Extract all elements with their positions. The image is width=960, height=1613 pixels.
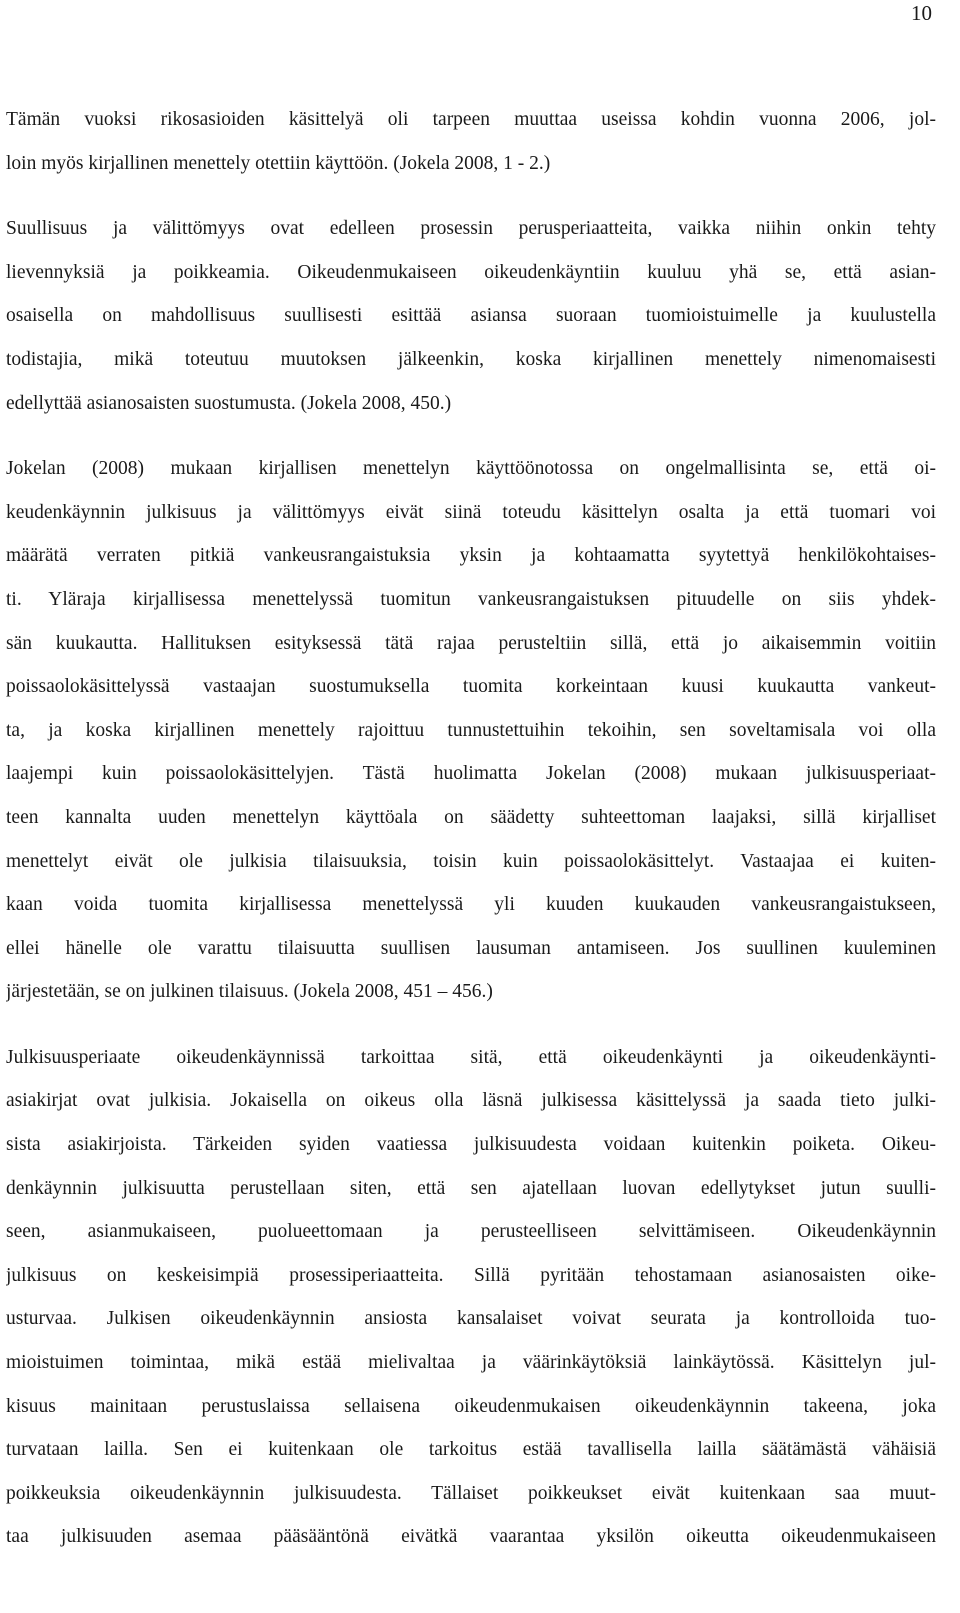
- text-line: kisuus mainitaan perustuslaissa sellaisena oikeudenmukaisen oikeudenkäynnin takeena, joka: [6, 1395, 936, 1417]
- text-line: loin myös kirjallinen menettely otettiin käyttöön. (Jokela 2008, 1 - 2.): [6, 152, 551, 174]
- text-line: osaisella on mahdollisuus suullisesti esittää asiansa suoraan tuomioistuimelle ja kuulustella: [6, 305, 936, 327]
- text-line: määrätä verraten pitkiä vankeusrangaistuksia yksin ja kohtaamatta syytettyä henkilökohtaises-: [6, 545, 936, 567]
- text-line: ellei hänelle ole varattu tilaisuutta suullisen lausuman antamiseen. Jos suullinen kuuleminen: [6, 937, 936, 959]
- text-line: sän kuukautta. Hallituksen esityksessä tätä rajaa perusteltiin sillä, että jo aikaisemmin voitiin: [6, 632, 936, 654]
- text-line: seen, asianmukaiseen, puolueettomaan ja perusteelliseen selvittämiseen. Oikeudenkäynnin: [6, 1221, 936, 1243]
- text-line: taa julkisuuden asemaa pääsääntönä eivätkä vaarantaa yksilön oikeutta oikeudenmukaiseen: [6, 1526, 936, 1548]
- text-line: mioistuimen toimintaa, mikä estää mielivaltaa ja väärinkäytöksiä lainkäytössä. Käsittelyn jul-: [6, 1352, 936, 1374]
- text-line: Jokelan (2008) mukaan kirjallisen menettelyn käyttöönotossa on ongelmallisinta se, että oi-: [6, 458, 936, 480]
- text-line: turvataan lailla. Sen ei kuitenkaan ole tarkoitus estää tavallisella lailla säätämästä vähäisiä: [6, 1439, 936, 1461]
- text-line: laajempi kuin poissaolokäsittelyjen. Tästä huolimatta Jokelan (2008) mukaan julkisuusperiaat-: [6, 763, 936, 785]
- text-line: ti. Yläraja kirjallisessa menettelyssä tuomitun vankeusrangaistuksen pituudelle on siis yhdek-: [6, 588, 936, 610]
- text-line: poissaolokäsittelyssä vastaajan suostumuksella tuomita korkeintaan kuusi kuukautta vankeut-: [6, 676, 936, 698]
- text-line: julkisuus on keskeisimpiä prosessiperiaatteita. Sillä pyritään tehostamaan asianosaisten oike-: [6, 1264, 936, 1286]
- text-line: Julkisuusperiaate oikeudenkäynnissä tarkoittaa sitä, että oikeudenkäynti ja oikeudenkäynti-: [6, 1046, 936, 1068]
- text-line: teen kannalta uuden menettelyn käyttöala on säädetty suhteettoman laajaksi, sillä kirjalliset: [6, 806, 936, 828]
- page-number: 10: [911, 1, 932, 25]
- text-line: sista asiakirjoista. Tärkeiden syiden vaatiessa julkisuudesta voidaan kuitenkin poiketa. Oikeu-: [6, 1134, 936, 1156]
- paragraph-3: [6, 447, 936, 1014]
- text-line: ta, ja koska kirjallinen menettely rajoittuu tunnustettuihin tekoihin, sen soveltamisala voi olla: [6, 719, 936, 741]
- text-line: menettelyt eivät ole julkisia tilaisuuksia, toisin kuin poissaolokäsittelyt. Vastaajaa ei kuiten-: [6, 850, 936, 872]
- text-line: kaan voida tuomita kirjallisessa menettelyssä yli kuuden kuukauden vankeusrangaistukseen,: [6, 894, 936, 916]
- body-text: [6, 98, 936, 1581]
- text-line: järjestetään, se on julkinen tilaisuus. (Jokela 2008, 451 – 456.): [6, 981, 493, 1003]
- text-line: edellyttää asianosaisten suostumusta. (Jokela 2008, 450.): [6, 392, 452, 414]
- text-line: keudenkäynnin julkisuus ja välittömyys eivät siinä toteudu käsittelyn osalta ja että tuomari voi: [6, 501, 936, 523]
- text-line: poikkeuksia oikeudenkäynnin julkisuudesta. Tällaiset poikkeukset eivät kuitenkaan saa muut-: [6, 1482, 936, 1504]
- paragraph-4: [6, 1036, 936, 1559]
- paragraph-1: [6, 98, 936, 185]
- text-line: Tämän vuoksi rikosasioiden käsittelyä oli tarpeen muuttaa useissa kohdin vuonna 2006, jol-: [6, 109, 936, 130]
- text-line: Suullisuus ja välittömyys ovat edelleen prosessin perusperiaatteita, vaikka niihin onkin tehty: [6, 218, 936, 240]
- text-line: denkäynnin julkisuutta perustellaan siten, että sen ajatellaan luovan edellytykset jutun suulli-: [6, 1177, 936, 1199]
- paragraph-2: [6, 207, 936, 425]
- text-line: asiakirjat ovat julkisia. Jokaisella on oikeus olla läsnä julkisessa käsittelyssä ja saada tieto julki-: [6, 1090, 936, 1112]
- text-line: lievennyksiä ja poikkeamia. Oikeudenmukaiseen oikeudenkäyntiin kuuluu yhä se, että asian-: [6, 261, 936, 283]
- text-line: usturvaa. Julkisen oikeudenkäynnin ansiosta kansalaiset voivat seurata ja kontrolloida tuo-: [6, 1308, 936, 1330]
- text-line: todistajia, mikä toteutuu muutoksen jälkeenkin, koska kirjallinen menettely nimenomaisesti: [6, 348, 936, 370]
